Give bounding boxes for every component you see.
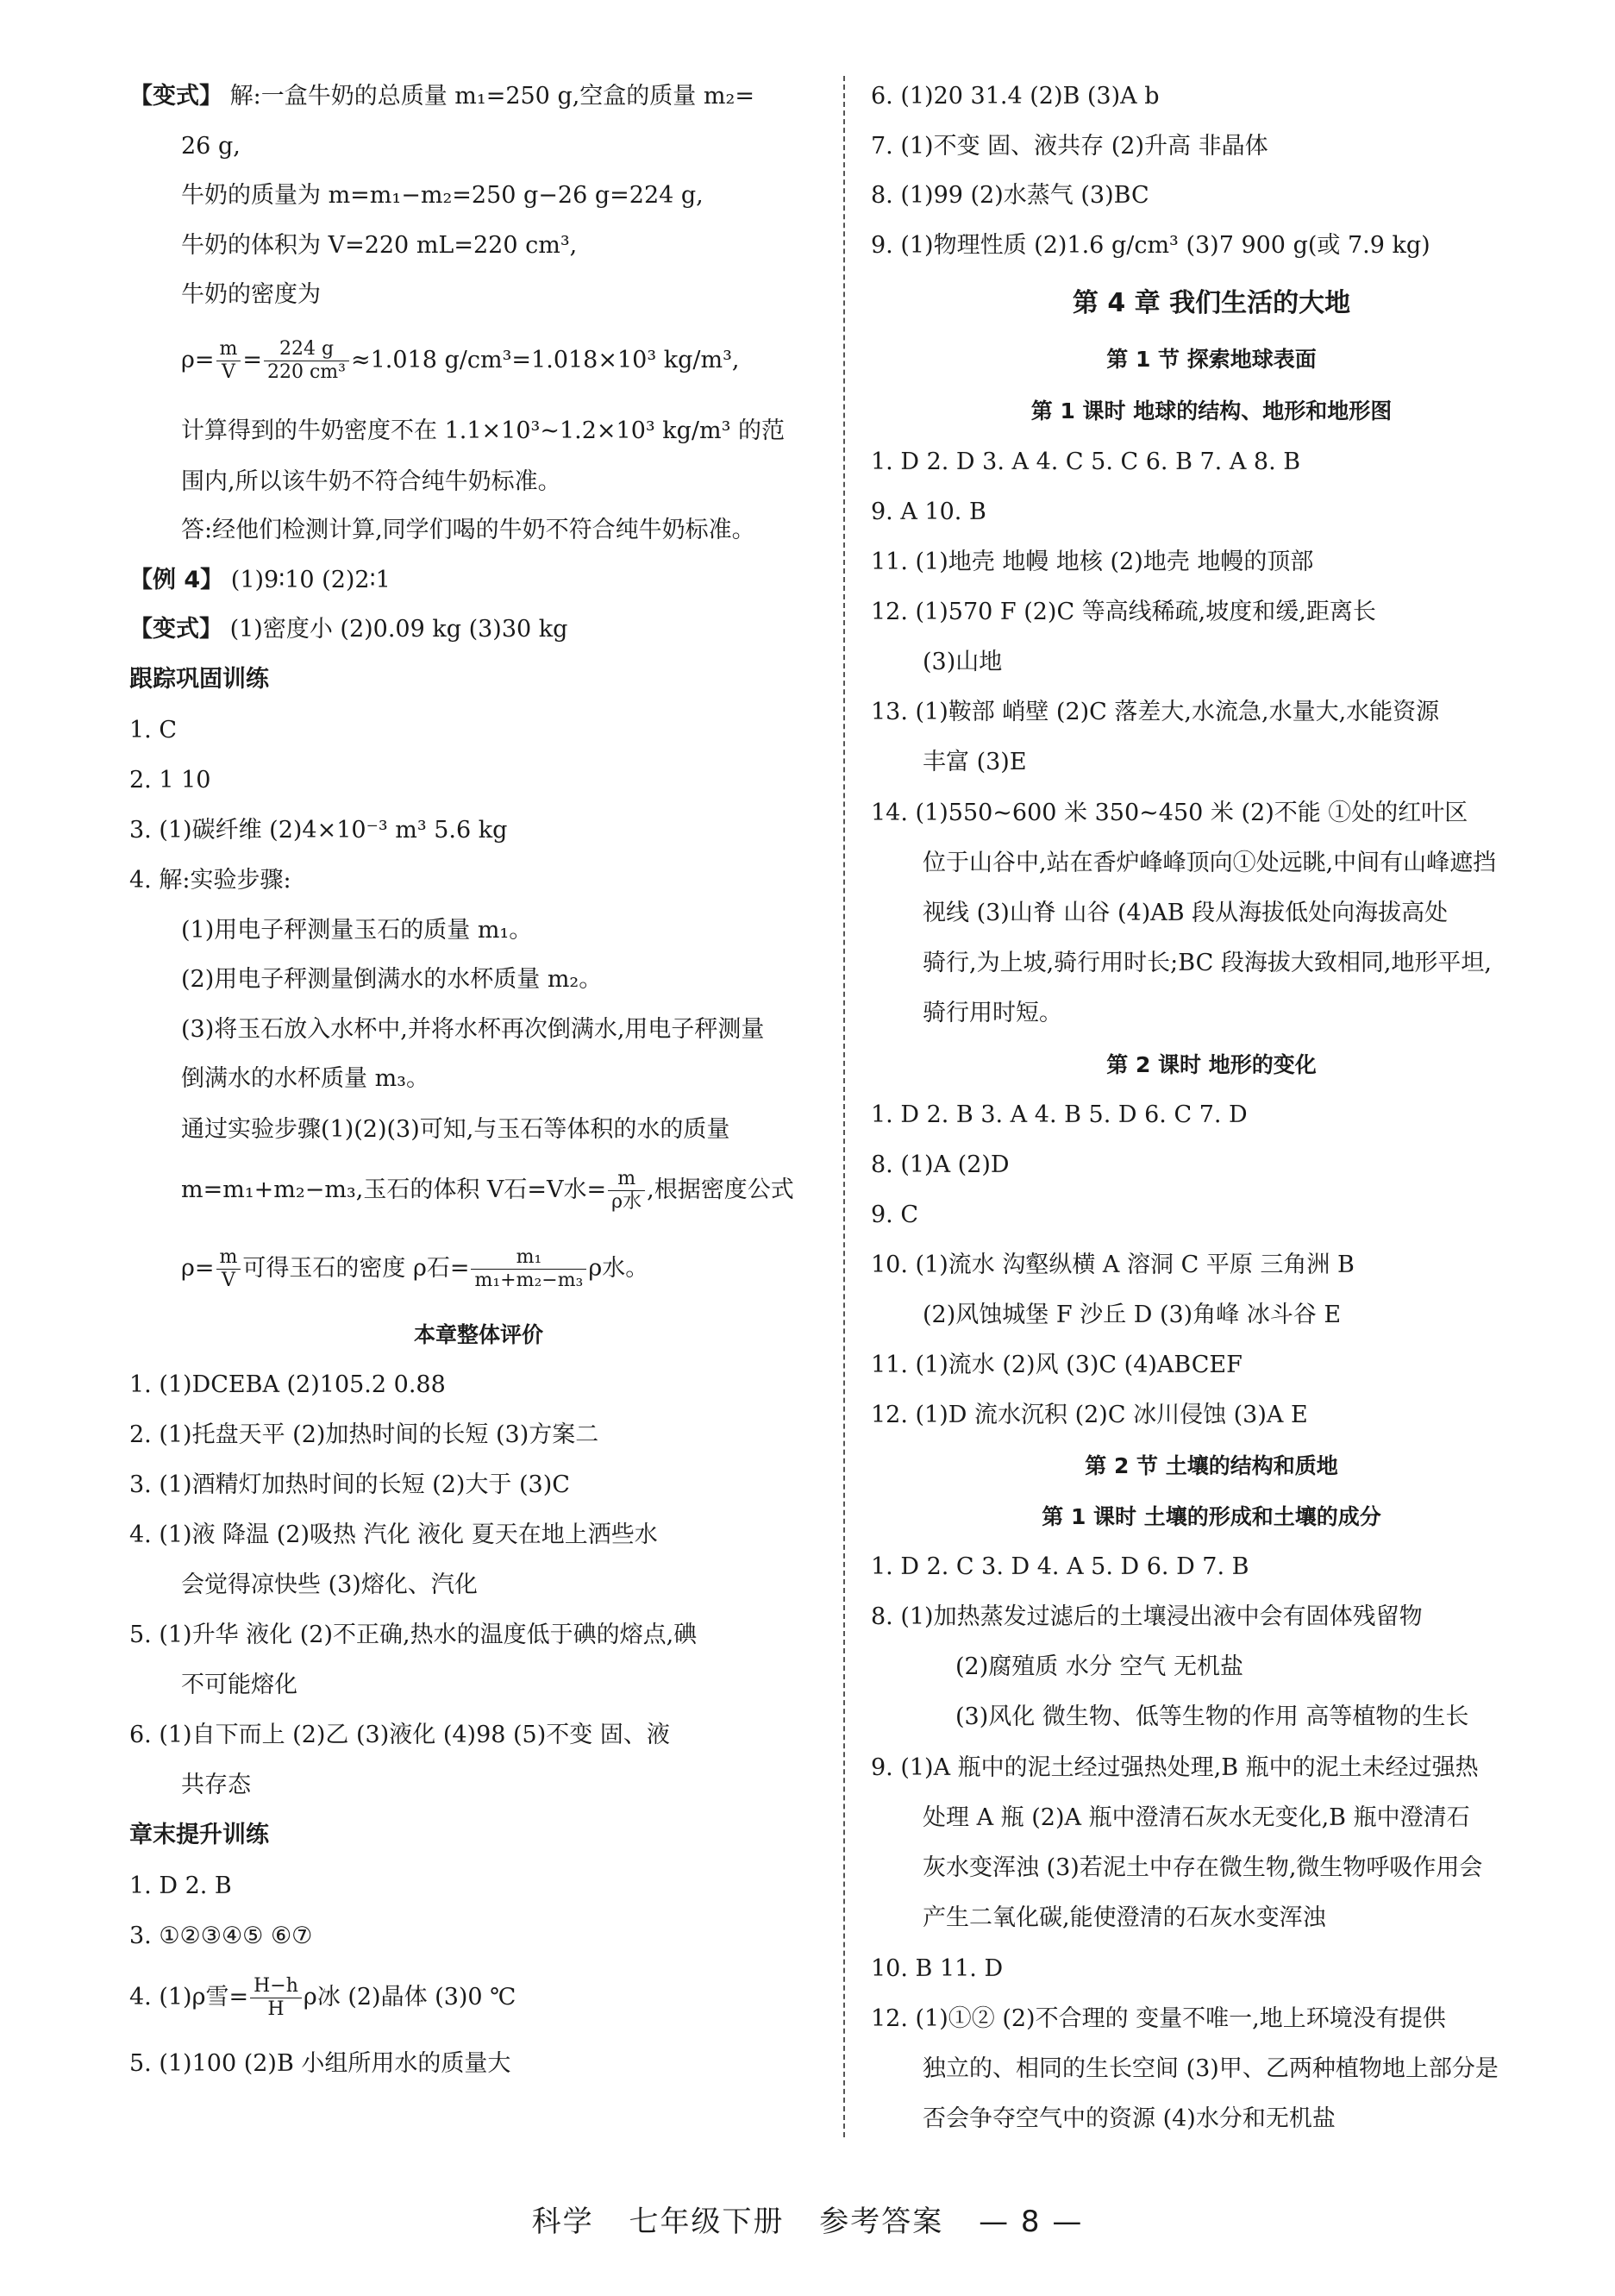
answer-line: 9. C — [871, 1201, 919, 1228]
answer-line: 12. (1)D 流水沉积 (2)C 冰川侵蚀 (3)A E — [871, 1402, 1308, 1428]
example-4-line: 【例 4】 (1)9∶10 (2)2∶1 — [129, 567, 391, 593]
text-line: 围内,所以该牛奶不符合纯牛奶标准。 — [181, 468, 561, 495]
jade-density-formula: ρ= $\frac{m}{V}$ 可得玉石的密度 ρ石= $\frac{\text{m₁}}{\text{m₁+m₂−m₃}}$ ρ水。 — [181, 1246, 649, 1291]
answer-line: 6. (1)20 31.4 (2)B (3)A b — [871, 83, 1160, 110]
lesson-heading: 第 1 课时 地球的结构、地形和地形图 — [1030, 398, 1393, 423]
text-line: 牛奶的密度为 — [181, 281, 321, 308]
variant-1-line: 【变式】 解:一盒牛奶的总质量 m₁=250 g,空盒的质量 m₂= — [129, 83, 754, 110]
answer-line: 5. (1)升华 液化 (2)不正确,热水的温度低于碘的熔点,碘 — [129, 1622, 698, 1648]
text-line: (2)用电子秤测量倒满水的水杯质量 m₂。 — [181, 966, 603, 993]
answer-line: 8. (1)加热蒸发过滤后的土壤浸出液中会有固体残留物 — [871, 1603, 1423, 1630]
text-line: 会觉得凉快些 (3)熔化、汽化 — [181, 1571, 478, 1598]
answer-line: 12. (1)570 F (2)C 等高线稀疏,坡度和缓,距离长 — [871, 599, 1376, 625]
answer-line: 4. 解:实验步骤: — [129, 867, 291, 894]
answer-line: 1. (1)DCEBA (2)105.2 0.88 — [129, 1371, 446, 1398]
answer-line: 13. (1)鞍部 峭壁 (2)C 落差大,水流急,水量大,水能资源 — [871, 699, 1440, 725]
text-line: 不可能熔化 — [181, 1672, 297, 1698]
answer-line: 3. ①②③④⑤ ⑥⑦ — [129, 1923, 313, 1949]
text-line: 牛奶的质量为 m=m₁−m₂=250 g−26 g=224 g, — [181, 182, 704, 209]
page-number: — 8 — — [979, 2205, 1084, 2239]
answer-line: 2. 1 10 — [129, 767, 211, 794]
text-line: 处理 A 瓶 (2)A 瓶中澄清石灰水无变化,B 瓶中澄清石 — [923, 1804, 1470, 1831]
fraction: $\frac{\text{m₁}}{\text{m₁+m₂−m₃}}$ — [471, 1246, 586, 1292]
text-line: 计算得到的牛奶密度不在 1.1×10³~1.2×10³ kg/m³ 的范 — [181, 417, 786, 444]
footer-label: 参考答案 — [819, 2205, 944, 2239]
text-line: 通过实验步骤(1)(2)(3)可知,与玉石等体积的水的质量 — [181, 1116, 730, 1143]
text-line: 产生二氧化碳,能使澄清的石灰水变浑浊 — [923, 1904, 1326, 1931]
answer-line: 6. (1)自下而上 (2)乙 (3)液化 (4)98 (5)不变 固、液 — [129, 1722, 670, 1748]
answer-line: 7. (1)不变 固、液共存 (2)升高 非晶体 — [871, 133, 1268, 160]
answer-line: 1. D 2. D 3. A 4. C 5. C 6. B 7. A 8. B — [871, 449, 1301, 475]
fraction: $\frac{m}{V}$ — [216, 1246, 241, 1292]
section-heading: 章末提升训练 — [129, 1822, 269, 1848]
answer-line: 8. (1)A (2)D — [871, 1151, 1010, 1178]
text-line: 答:经他们检测计算,同学们喝的牛奶不符合纯牛奶标准。 — [181, 517, 755, 543]
text-line: (3)将玉石放入水杯中,并将水杯再次倒满水,用电子秤测量 — [181, 1016, 765, 1043]
lesson-heading: 第 2 课时 地形的变化 — [1106, 1052, 1317, 1077]
answer-line: 8. (1)99 (2)水蒸气 (3)BC — [871, 182, 1149, 209]
answer-line: 11. (1)流水 (2)风 (3)C (4)ABCEF — [871, 1352, 1243, 1378]
chapter-heading: 第 4 章 我们生活的大地 — [1072, 288, 1351, 318]
text-line: (2)风蚀城堡 F 沙丘 D (3)角峰 冰斗谷 E — [923, 1302, 1342, 1328]
section-heading: 第 2 节 土壤的结构和质地 — [1085, 1453, 1338, 1478]
answer-line: 12. (1)①② (2)不合理的 变量不唯一,地上环境没有提供 — [871, 2005, 1446, 2032]
volume-formula: m=m₁+m₂−m₃,玉石的体积 V石=V水= $\frac{m}{\text{ρ水}}$ ,根据密度公式 — [181, 1168, 794, 1213]
text-line: 共存态 — [181, 1772, 251, 1798]
text-line: (1)用电子秤测量玉石的质量 m₁。 — [181, 917, 533, 944]
answer-line: 11. (1)地壳 地幔 地核 (2)地壳 地幔的顶部 — [871, 549, 1314, 575]
text-line: 骑行用时短。 — [923, 1000, 1062, 1026]
text-line: 灰水变浑浊 (3)若泥土中存在微生物,微生物呼吸作用会 — [923, 1854, 1483, 1881]
density-formula: ρ= $\frac{m}{V}$ = $\frac{224 g}{\text{220 cm³}}$ ≈1.018 g/cm³=1.018×10³ kg/m³, — [181, 338, 740, 383]
answer-line: 10. (1)流水 沟壑纵横 A 溶洞 C 平原 三角洲 B — [871, 1252, 1355, 1278]
text-line: 牛奶的体积为 V=220 mL=220 cm³, — [181, 232, 578, 259]
text-line: 倒满水的水杯质量 m₃。 — [181, 1065, 430, 1092]
answer-line: 1. C — [129, 717, 178, 743]
answer-line: 9. (1)物理性质 (2)1.6 g/cm³ (3)7 900 g(或 7.9 kg) — [871, 232, 1430, 259]
answer-line: 10. B 11. D — [871, 1955, 1004, 1982]
answer-line: 1. D 2. C 3. D 4. A 5. D 6. D 7. B — [871, 1553, 1249, 1580]
text-line: (3)山地 — [923, 649, 1003, 675]
footer-grade: 七年级下册 — [629, 2205, 785, 2239]
text-line: 位于山谷中,站在香炉峰峰顶向①处远眺,中间有山峰遮挡 — [923, 850, 1497, 876]
fraction: $\frac{H-h}{H}$ — [250, 1975, 302, 2021]
answer-line: 3. (1)酒精灯加热时间的长短 (2)大于 (3)C — [129, 1471, 570, 1498]
variant-2-line: 【变式】 (1)密度小 (2)0.09 kg (3)30 kg — [129, 616, 568, 643]
fraction: $\frac{m}{\text{ρ水}}$ — [608, 1168, 645, 1214]
text-line: (3)风化 微生物、低等生物的作用 高等植物的生长 — [955, 1703, 1469, 1730]
text-line: 丰富 (3)E — [923, 749, 1027, 775]
text-line: 视线 (3)山脊 山谷 (4)AB 段从海拔低处向海拔高处 — [923, 900, 1449, 926]
answer-line: 2. (1)托盘天平 (2)加热时间的长短 (3)方案二 — [129, 1421, 599, 1448]
fraction: $\frac{m}{V}$ — [216, 338, 241, 384]
text-line: 26 g, — [181, 133, 241, 160]
answer-line: 5. (1)100 (2)B 小组所用水的质量大 — [129, 2050, 511, 2077]
answer-line: 1. D 2. B 3. A 4. B 5. D 6. C 7. D — [871, 1101, 1248, 1128]
text-line: 独立的、相同的生长空间 (3)甲、乙两种植物地上部分是 — [923, 2055, 1499, 2082]
answer-line: 9. (1)A 瓶中的泥土经过强热处理,B 瓶中的泥土未经过强热 — [871, 1754, 1479, 1781]
text-line: 否会争夺空气中的资源 (4)水分和无机盐 — [923, 2105, 1336, 2132]
answer-line: 4. (1)液 降温 (2)吸热 汽化 液化 夏天在地上洒些水 — [129, 1521, 658, 1548]
section-heading: 第 1 节 探索地球表面 — [1106, 347, 1317, 372]
lesson-heading: 第 1 课时 土壤的形成和土壤的成分 — [1042, 1504, 1381, 1529]
section-heading: 跟踪巩固训练 — [129, 666, 269, 693]
section-heading: 本章整体评价 — [413, 1322, 543, 1347]
text-line: 骑行,为上坡,骑行用时长;BC 段海拔大致相同,地形平坦, — [923, 950, 1493, 976]
fraction: $\frac{224 g}{\text{220 cm³}}$ — [264, 338, 349, 384]
page-footer — [0, 2198, 1615, 2240]
text-line: (2)腐殖质 水分 空气 无机盐 — [955, 1653, 1243, 1680]
snow-density-formula: 4. (1)ρ雪= $\frac{H-h}{H}$ ρ冰 (2)晶体 (3)0 ℃ — [129, 1975, 516, 2020]
answer-line: 14. (1)550~600 米 350~450 米 (2)不能 ①处的红叶区 — [871, 800, 1468, 826]
answer-line: 1. D 2. B — [129, 1873, 232, 1899]
answer-line: 3. (1)碳纤维 (2)4×10⁻³ m³ 5.6 kg — [129, 817, 508, 844]
footer-subject: 科学 — [531, 2205, 594, 2239]
answer-line: 9. A 10. B — [871, 499, 986, 525]
column-divider — [843, 76, 845, 2137]
